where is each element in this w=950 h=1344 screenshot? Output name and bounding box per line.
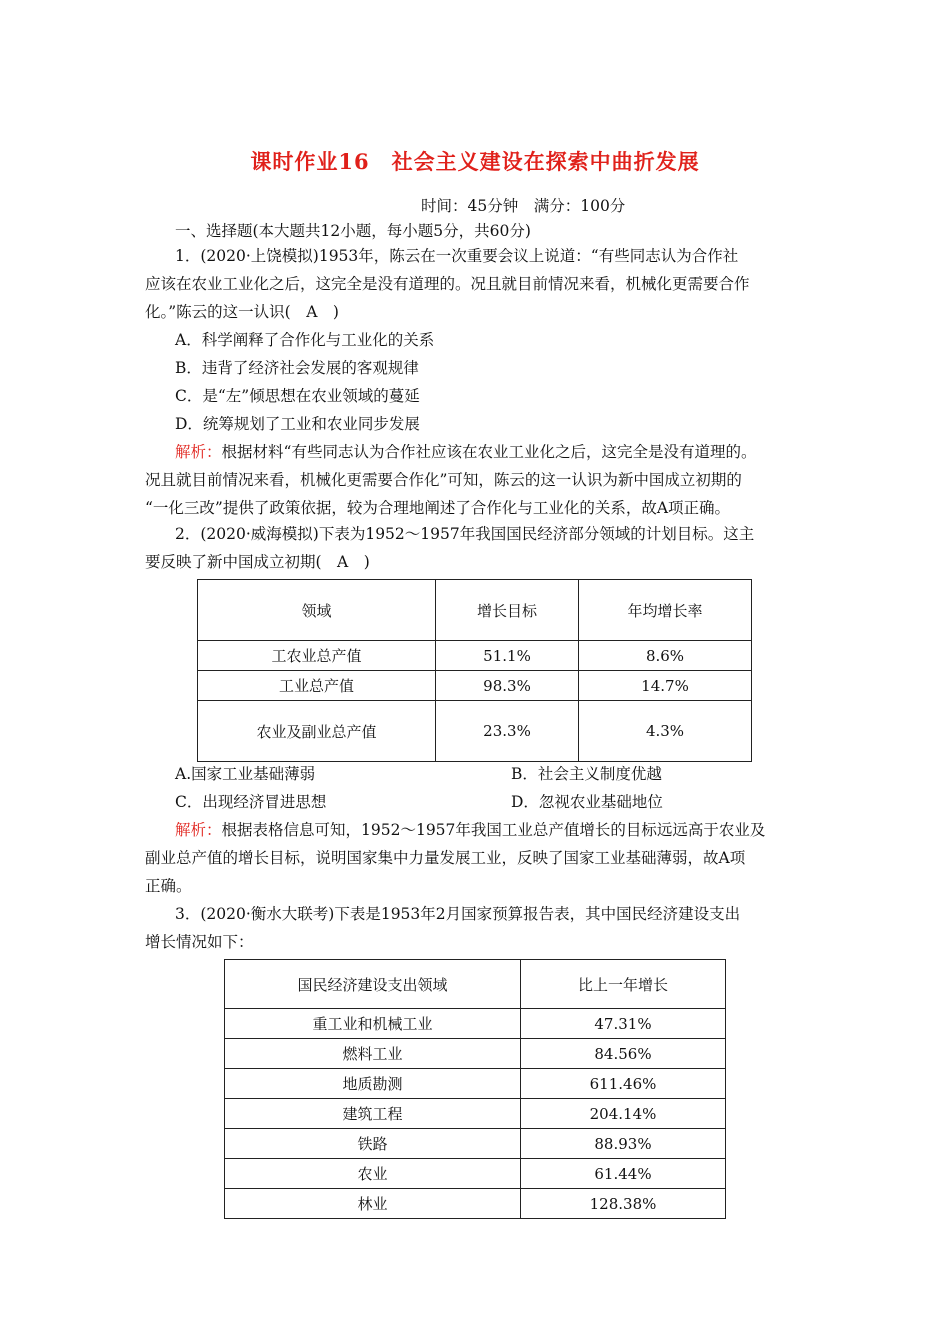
option-d: D．统筹规划了工业和农业同步发展 [175, 415, 420, 433]
table-cell: 51.1% [436, 641, 579, 671]
option-a: A.国家工业基础薄弱 [175, 765, 316, 783]
table-row [225, 1099, 726, 1129]
analysis [175, 442, 756, 462]
question-text: 1．(2020·上饶模拟)1953年，陈云在一次重要会议上说道：“有些同志认为合作社 [175, 247, 739, 265]
analysis-label: 解析： [175, 821, 222, 839]
option-c: C．是“左”倾思想在农业领域的蔓延 [175, 387, 420, 405]
question-text: 增长情况如下： [145, 933, 254, 951]
analysis-text: 根据表格信息可知，1952～1957年我国工业总产值增长的目标远远高于农业及 [221, 821, 766, 839]
table-cell: 建筑工程 [225, 1099, 521, 1129]
table-cell: 工农业总产值 [198, 641, 436, 671]
table-cell: 农业及副业总产值 [198, 701, 436, 762]
table-cell: 128.38% [521, 1189, 726, 1219]
table-row [225, 1039, 726, 1069]
table-cell: 地质勘测 [225, 1069, 521, 1099]
table-row [225, 1129, 726, 1159]
table-cell: 铁路 [225, 1129, 521, 1159]
table-header-row [225, 960, 726, 1009]
table-header-cell: 领域 [198, 580, 436, 641]
question-text: 应该在农业工业化之后，这完全是没有道理的。况且就目前情况来看，机械化更需要合作 [145, 275, 750, 293]
option-c: C．出现经济冒进思想 [175, 793, 327, 811]
analysis-text: 副业总产值的增长目标，说明国家集中力量发展工业，反映了国家工业基础薄弱，故A项 [145, 849, 746, 867]
table-cell: 98.3% [436, 671, 579, 701]
table-cell: 林业 [225, 1189, 521, 1219]
table-cell: 农业 [225, 1159, 521, 1189]
analysis-text: 况且就目前情况来看，机械化更需要合作化”可知，陈云的这一认识为新中国成立初期的 [145, 471, 742, 489]
table-cell: 204.14% [521, 1099, 726, 1129]
analysis-label: 解析： [175, 443, 222, 461]
table-row [225, 1009, 726, 1039]
option-b: B．社会主义制度优越 [511, 765, 662, 783]
option-d: D．忽视农业基础地位 [511, 793, 663, 811]
table-cell: 8.6% [579, 641, 752, 671]
analysis-text: 正确。 [145, 877, 192, 895]
table-header-cell: 国民经济建设支出领域 [225, 960, 521, 1009]
question-text: 化。”陈云的这一认识( A ) [145, 303, 339, 321]
table-cell: 工业总产值 [198, 671, 436, 701]
table-cell: 燃料工业 [225, 1039, 521, 1069]
analysis [175, 820, 765, 840]
table-cell: 14.7% [579, 671, 752, 701]
table-row [198, 701, 752, 762]
plan-target-table [197, 579, 752, 762]
option-b: B．违背了经济社会发展的客观规律 [175, 359, 419, 377]
table-cell: 61.44% [521, 1159, 726, 1189]
time-info: 时间：45分钟 满分：100分 [421, 197, 626, 215]
table-row [198, 641, 752, 671]
table-row [225, 1159, 726, 1189]
table-header-row [198, 580, 752, 641]
budget-table [224, 959, 726, 1219]
question-text: 要反映了新中国成立初期( A ) [145, 553, 370, 571]
section-heading: 一、选择题(本大题共12小题，每小题5分，共60分) [175, 222, 531, 240]
table-header-cell: 年均增长率 [579, 580, 752, 641]
table-cell: 47.31% [521, 1009, 726, 1039]
option-a: A．科学阐释了合作化与工业化的关系 [175, 331, 435, 349]
table-row [225, 1189, 726, 1219]
analysis-text: “一化三改”提供了政策依据，较为合理地阐述了合作化与工业化的关系，故A项正确。 [145, 499, 731, 517]
table-row [225, 1069, 726, 1099]
analysis-text: 根据材料“有些同志认为合作社应该在农业工业化之后，这完全是没有道理的。 [221, 443, 757, 461]
table-cell: 84.56% [521, 1039, 726, 1069]
table-cell: 23.3% [436, 701, 579, 762]
table-cell: 611.46% [521, 1069, 726, 1099]
page-title: 课时作业16 社会主义建设在探索中曲折发展 [250, 149, 700, 174]
table-cell: 4.3% [579, 701, 752, 762]
question-text: 3．(2020·衡水大联考)下表是1953年2月国家预算报告表，其中国民经济建设支出 [175, 905, 741, 923]
table-header-cell: 比上一年增长 [521, 960, 726, 1009]
table-cell: 88.93% [521, 1129, 726, 1159]
question-text: 2．(2020·威海模拟)下表为1952～1957年我国国民经济部分领域的计划目标。这主 [175, 525, 755, 543]
table-row [198, 671, 752, 701]
table-header-cell: 增长目标 [436, 580, 579, 641]
table-cell: 重工业和机械工业 [225, 1009, 521, 1039]
